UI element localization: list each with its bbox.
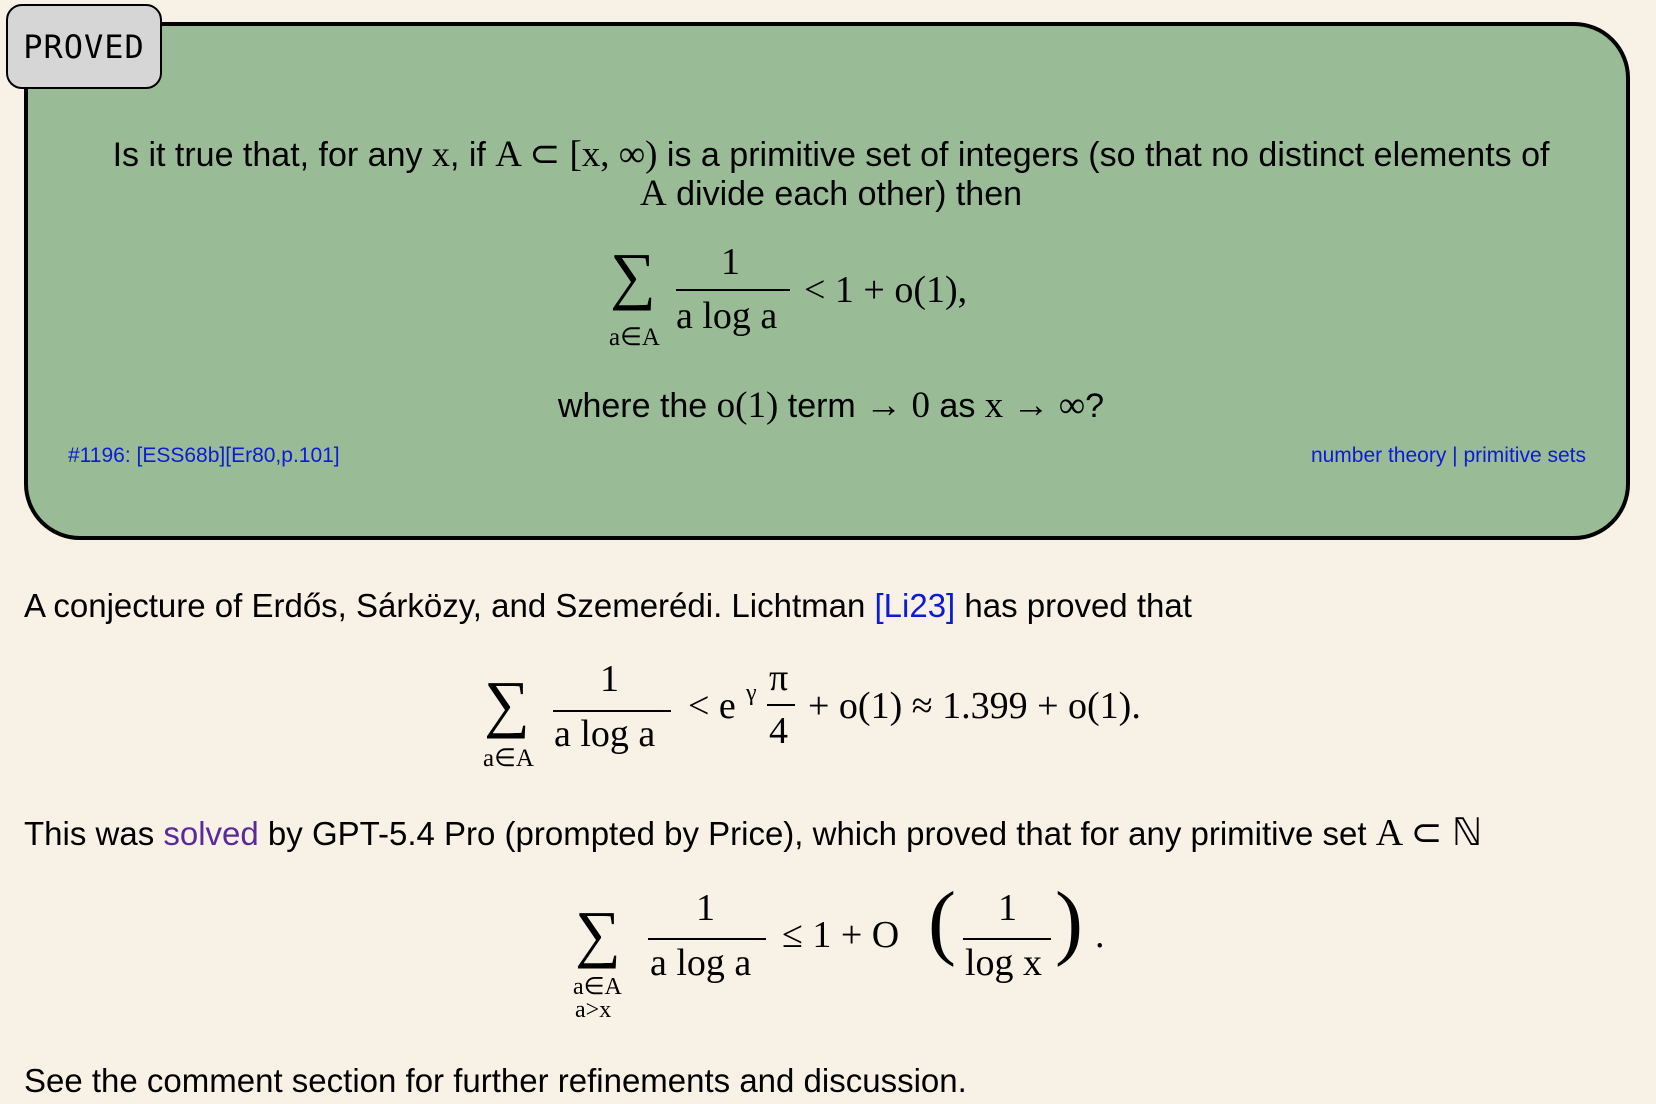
paragraph-text: A conjecture of Erdős, Sárközy, and Szemerédi. Lichtman [24,587,875,624]
paragraph-text: This was [24,815,164,852]
fraction-denominator: a log a [650,942,752,984]
reference-link-li23[interactable]: [Li23] [874,587,956,624]
problem-tags [1311,444,1586,468]
paragraph-solved [24,810,1482,855]
fraction-numerator: 1 [600,658,619,700]
question-text: Is it true that, for any [112,136,432,174]
formula-rhs: < 1 + o(1), [804,269,968,311]
question-text: term [778,387,866,425]
pi-fraction-bar [767,704,795,706]
question-text: is a primitive set of integers (so that no distinct elements of [657,136,1550,174]
less-than-e: < e [688,685,736,727]
formula-period: . [1095,914,1105,956]
question-text: as [929,387,985,425]
paragraph-conjecture [24,587,1192,625]
solved-link[interactable]: solved [163,815,259,852]
problem-question-line-2 [28,172,1634,215]
fraction-denominator: a log a [554,713,656,755]
inner-denominator: log x [965,942,1043,984]
sum-subscript-1: a∈A [573,974,622,1000]
paragraph-text: by GPT-5.4 Pro (prompted by Price), which proved that for any primitive set [258,815,1376,852]
pi-numerator: π [769,657,789,699]
problem-question-line-3 [28,384,1634,427]
le-one-plus-big-o: ≤ 1 + O [782,914,900,956]
math-set-a-naturals: A ⊂ ℕ [1375,812,1483,854]
paragraph-see-comments: See the comment section for further refinements and discussion. [24,1062,967,1099]
sum-subscript: a∈A [483,745,534,772]
fraction-numerator: 1 [721,241,740,283]
math-x: x [431,134,450,174]
sum-symbol: ∑ [484,668,530,739]
tag-separator: | [1446,444,1464,467]
math-set-a: A ⊂ [x, ∞) [495,134,658,175]
gamma-superscript: γ [746,680,757,706]
left-paren: ( [928,875,956,968]
math-o1: o(1) [716,385,779,426]
inner-numerator: 1 [998,887,1017,929]
formula-rhs: + o(1) ≈ 1.399 + o(1). [808,685,1141,727]
question-text: where the [557,387,717,425]
four-denominator: 4 [769,710,788,752]
sum-symbol: ∑ [610,240,656,311]
sum-symbol: ∑ [575,898,621,969]
fraction-denominator: a log a [676,295,778,337]
question-text: divide each other) then [666,175,1023,213]
sum-subscript-2: a>x [575,997,612,1023]
question-text: , if [449,136,496,174]
tag-number-theory[interactable]: number theory [1310,444,1447,467]
fraction-bar [676,289,790,291]
question-text: ? [1085,387,1105,425]
fraction-bar [648,938,766,940]
right-paren: ) [1055,875,1083,968]
tag-primitive-sets[interactable]: primitive sets [1463,444,1586,467]
inner-fraction-bar [963,938,1051,940]
problem-question-line-1 [28,132,1634,176]
math-arrow-zero: → 0 [865,385,930,426]
fraction-numerator: 1 [696,887,715,929]
math-x-to-infinity: x → ∞ [984,385,1086,426]
status-badge: PROVED [6,4,162,89]
sum-subscript: a∈A [609,324,660,351]
problem-statement-box [24,22,1630,540]
paragraph-text: has proved that [955,587,1192,624]
problem-reference-link[interactable]: #1196: [ESS68b][Er80,p.101] [68,444,340,467]
math-a: A [639,173,667,214]
